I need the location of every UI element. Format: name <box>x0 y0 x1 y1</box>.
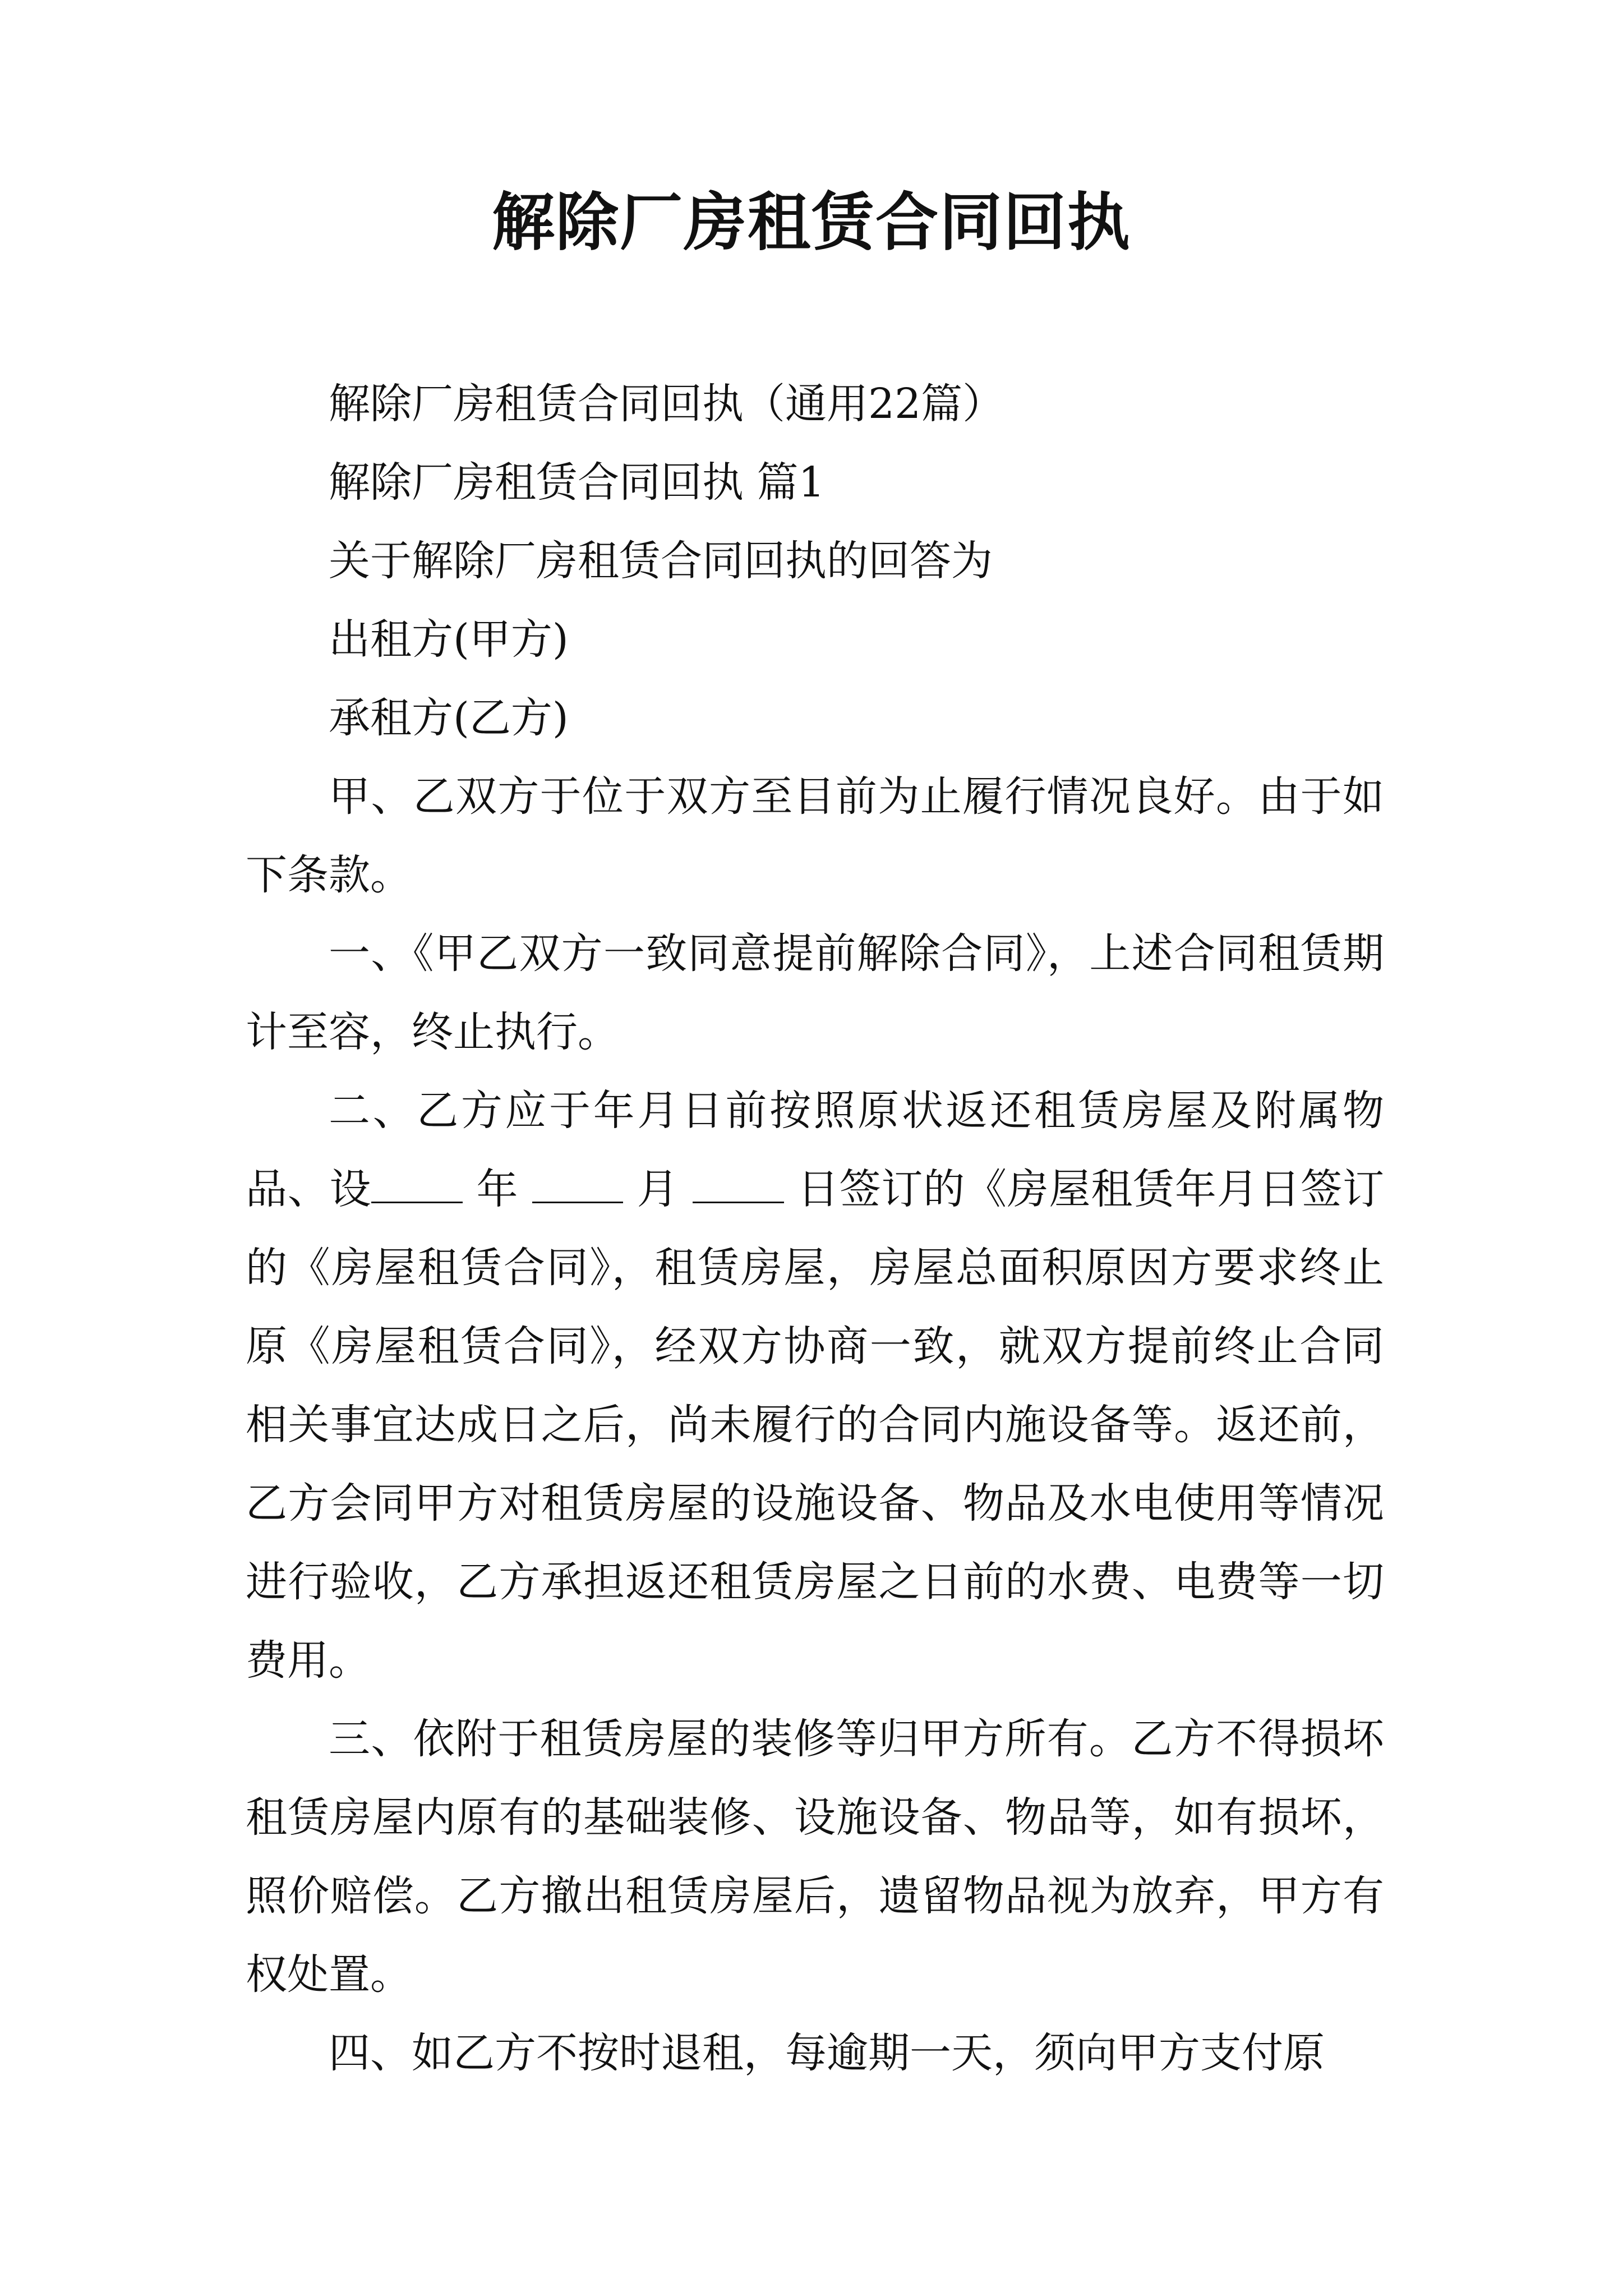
paragraph-5: 四、如乙方不按时退租，每逾期一天，须向甲方支付原 <box>329 2029 1325 2077</box>
document-body <box>246 365 1384 2092</box>
section-heading: 解除厂房租赁合同回执 篇1 <box>329 458 825 507</box>
party-b-line: 承租方(乙方) <box>329 694 569 742</box>
paragraph-3-part-a: 二、乙方应于年月日前按照原状返还租赁房屋及附属物品、设 <box>246 1087 1384 1213</box>
paragraph-4: 三、依附于租赁房屋的装修等归甲方所有。乙方不得损坏租赁房屋内原有的基础装修、设施设备、物品等，如有损坏，照价赔偿。乙方撤出租赁房屋后，遗留物品视为放弃，甲方有权处置。 <box>246 1715 1384 1999</box>
blank-line <box>532 1164 624 1203</box>
intro-line: 关于解除厂房租赁合同回执的回答为 <box>329 537 993 585</box>
paragraph-3-part-b: 日签订的《房屋租赁年月日签订的《房屋租赁合同》，租赁房屋，房屋总面积原因方要求终止原《房屋租赁合同》，经双方协商一致，就双方提前终止合同相关事宜达成日之后，尚未履行的合同内施设备等。返还前，乙方会同甲方对租赁房屋的设施设备、物品及水电使用等情况进行验收，乙方承担返还租赁房屋之日前的水费、电费等一切费用。 <box>246 1165 1385 1685</box>
subtitle: 解除厂房租赁合同回执（通用22篇） <box>329 380 1004 428</box>
paragraph-3 <box>246 1071 1384 1700</box>
paragraph-2: 一、《甲乙双方一致同意提前解除合同》，上述合同租赁期计至容，终止执行。 <box>246 930 1384 1056</box>
blank-line <box>371 1164 463 1203</box>
document-title: 解除厂房租赁合同回执 <box>492 186 1131 259</box>
blank-line <box>693 1164 784 1203</box>
month-label: 月 <box>637 1165 679 1213</box>
party-a-line: 出租方(甲方) <box>329 615 569 664</box>
paragraph-1: 甲、乙双方于位于双方至目前为止履行情况良好。由于如下条款。 <box>246 772 1384 899</box>
year-label: 年 <box>476 1165 519 1213</box>
